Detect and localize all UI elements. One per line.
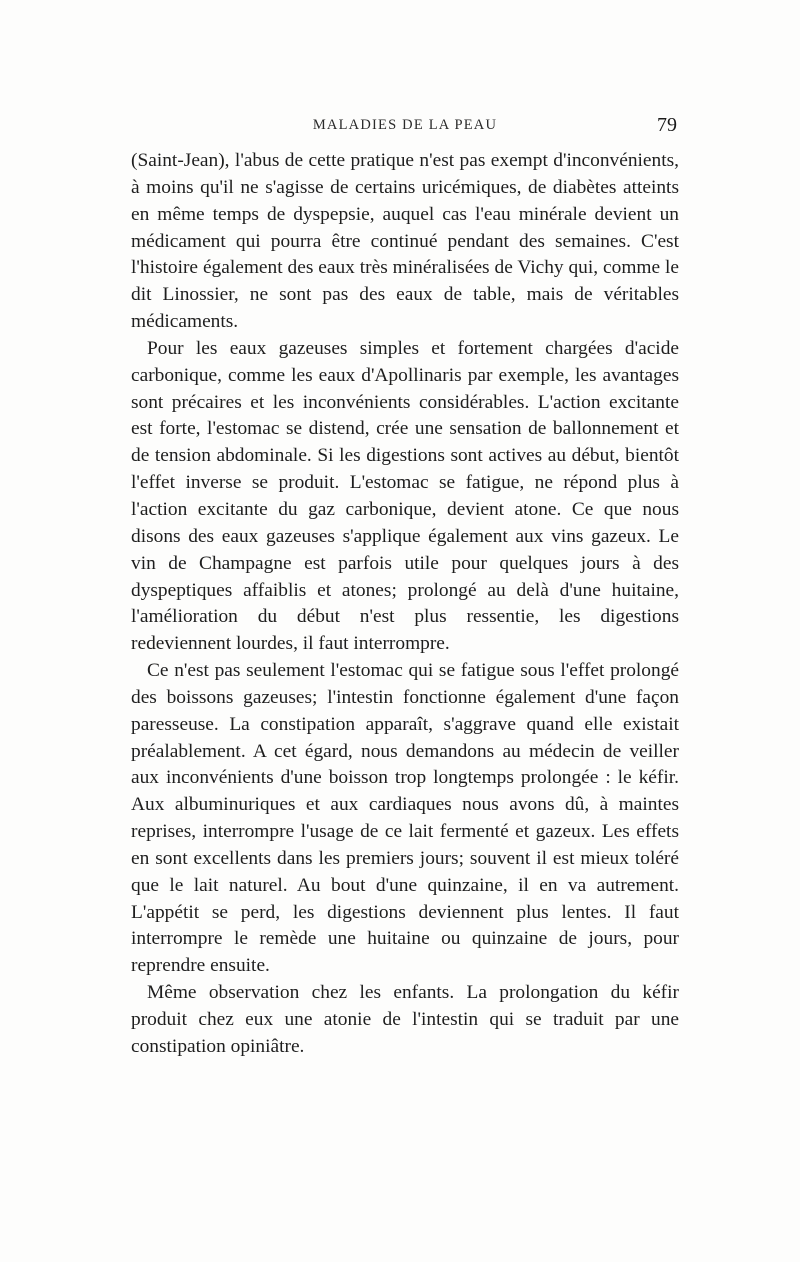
running-title: MALADIES DE LA PEAU — [312, 117, 498, 133]
paragraph: Même observation chez les enfants. La prolongation du kéfir produit chez eux une atonie de l'intestin qui se traduit par une constipation opiniâtre. — [131, 982, 679, 1057]
page-number: 79 — [657, 114, 677, 136]
paragraph: Ce n'est pas seulement l'estomac qui se fatigue sous l'effet prolongé des boissons gazeuses; l'intestin fonctionne également d'une façon paresseuse. La constipation apparaît, s'aggrave quand elle existait préalablement. A cet égard, nous demandons au médecin de veiller aux inconvénients d'une boisson trop longtemps prolongée : le kéfir. Aux albuminuriques et aux cardiaques nous avons dû, à maintes reprises, interrompre l'usage de ce lait fermenté et gazeux. Les effets en sont excellents dans les premiers jours; souvent il est mieux toléré que le lait naturel. Au bout d'une quinzaine, il en va autrement. L'appétit se perd, les digestions deviennent plus lentes. Il faut interrompre le remède une huitaine ou quinzaine de jours, pour reprendre ensuite. — [131, 660, 679, 977]
body-text — [131, 148, 679, 1061]
paragraph: Pour les eaux gazeuses simples et fortement chargées d'acide carbonique, comme les eaux d'Apollinaris par exemple, les avantages sont précaires et les inconvénients considérables. L'action excitante est forte, l'estomac se distend, crée une sensation de ballonnement et de tension abdominale. Si les digestions sont actives au début, bientôt l'effet inverse se produit. L'estomac se fatigue, ne répond plus à l'action excitante du gaz carbonique, devient atone. Ce que nous disons des eaux gazeuses s'applique également aux vins gazeux. Le vin de Champagne est parfois utile pour quelques jours à des dyspeptiques affaiblis et atones; prolongé au delà d'une huitaine, l'amélioration du début n'est plus ressentie, les digestions redeviennent lourdes, il faut interrompre. — [131, 337, 679, 655]
running-head — [131, 114, 679, 138]
paragraph: (Saint-Jean), l'abus de cette pratique n'est pas exempt d'inconvénients, à moins qu'il ne s'agisse de certains uricémiques, de diabètes atteints en même temps de dyspepsie, auquel cas l'eau minérale devient un médicament qui pourra être continué pendant des semaines. C'est l'histoire également des eaux très minéralisées de Vichy qui, comme le dit Linossier, ne sont pas des eaux de table, mais de véritables médicaments. — [131, 150, 679, 333]
